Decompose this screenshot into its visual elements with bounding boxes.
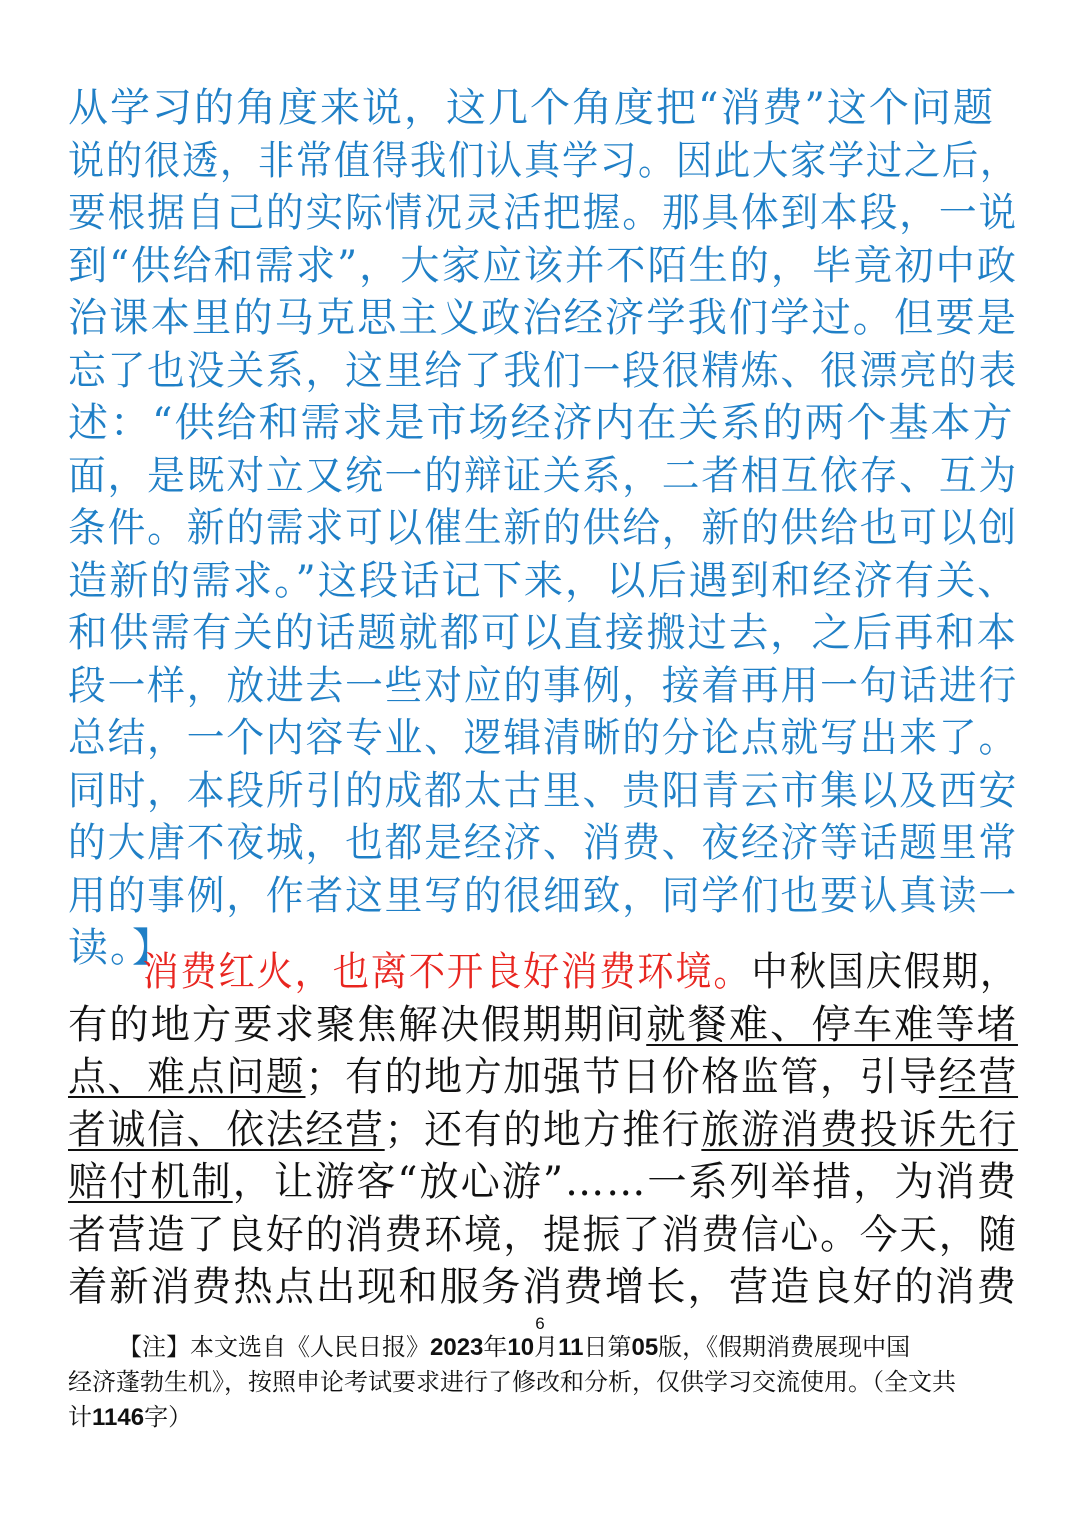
- footnote-number: 1146: [92, 1404, 145, 1431]
- commentary-line: 面，是既对立又统一的辩证关系，二者相互依存、互为: [68, 452, 1019, 499]
- article-text: 中秋国庆假期，: [751, 949, 1019, 995]
- article-line: [68, 1156, 1018, 1209]
- underlined-text: 旅游消费投诉先行: [701, 1106, 1019, 1153]
- underlined-text: 点、难点问题: [68, 1054, 306, 1100]
- footnote-text: 计: [68, 1403, 92, 1431]
- commentary-line: 造新的需求。”这段话记下来，以后遇到和经济有关、: [68, 557, 1019, 604]
- footnote: [68, 1330, 1018, 1435]
- footnote-line: 经济蓬勃生机》，按照申论考试要求进行了修改和分析，仅供学习交流使用。（全文共: [68, 1368, 956, 1396]
- commentary-line: 读。】: [68, 925, 174, 971]
- commentary-line: 述：“供给和需求是市场经济内在关系的两个基本方: [68, 400, 1015, 446]
- footnote-text: 版，《假期消费展现中国: [658, 1333, 911, 1361]
- commentary-line: 同时，本段所引的成都太古里、贵阳青云市集以及西安: [68, 767, 1019, 814]
- article-line: 着新消费热点出现和服务消费增长，营造良好的消费: [68, 1264, 1018, 1310]
- article-text: ，让游客“放心游”……一系列举措，为消费: [232, 1159, 1018, 1205]
- footnote-text: 年: [483, 1333, 508, 1361]
- footnote-text: 月: [534, 1333, 559, 1361]
- topic-sentence: 消费红火，也离不开良好消费环境。: [142, 949, 752, 995]
- footnote-line: [68, 1400, 1018, 1435]
- footnote-line: [68, 1330, 1018, 1365]
- commentary-line: 的大唐不夜城，也都是经济、消费、夜经济等话题里常: [68, 820, 1019, 866]
- article-paragraph: [68, 946, 1018, 1314]
- commentary-line: 从学习的角度来说，这几个角度把“消费”这个问题: [68, 85, 995, 131]
- article-line: [68, 1051, 1019, 1104]
- commentary-line: 用的事例，作者这里写的很细致，同学们也要认真读一: [68, 872, 1019, 919]
- commentary-line: 段一样，放进去一些对应的事例，接着再用一句话进行: [68, 662, 1019, 709]
- footnote-text: 日第: [583, 1333, 632, 1361]
- underlined-text: 经营: [938, 1054, 1019, 1100]
- article-text: ；还有的地方推行: [384, 1106, 702, 1153]
- commentary-line: 总结，一个内容专业、逻辑清晰的分论点就写出来了。: [68, 715, 1019, 761]
- commentary-line: 条件。新的需求可以催生新的供给，新的供给也可以创: [68, 505, 1019, 551]
- article-line: 者营造了良好的消费环境，提振了消费信心。今天，随: [68, 1211, 1019, 1258]
- footnote-text: 【注】本文选自《人民日报》: [118, 1333, 430, 1361]
- footnote-number: 05: [631, 1334, 659, 1361]
- commentary-paragraph: [68, 82, 1018, 975]
- commentary-line: 治课本里的马克思主义政治经济学我们学过。但要是: [68, 295, 1018, 341]
- footnote-text: 字）: [144, 1403, 193, 1431]
- commentary-line: 到“供给和需求”，大家应该并不陌生的，毕竟初中政: [68, 242, 1018, 289]
- underlined-text: 就餐难、停车难等堵: [646, 1001, 1018, 1048]
- footnote-number: 2023: [430, 1334, 484, 1361]
- page-number: 6: [535, 1314, 545, 1333]
- article-text: ；有的地方加强节日价格监管，引导: [305, 1054, 939, 1100]
- commentary-line: 忘了也没关系，这里给了我们一段很精炼、很漂亮的表: [68, 347, 1019, 394]
- underlined-text: 赔付机制: [68, 1159, 233, 1205]
- footnote-number: 10: [507, 1334, 535, 1361]
- footnote-number: 11: [558, 1334, 584, 1361]
- commentary-line: 要根据自己的实际情况灵活把握。那具体到本段，一说: [68, 190, 1019, 236]
- article-text: 有的地方要求聚焦解决假期期间: [68, 1001, 647, 1048]
- article-line: [68, 946, 1019, 999]
- underlined-text: 者诚信、依法经营: [68, 1106, 385, 1153]
- commentary-line: 和供需有关的话题就都可以直接搬过去，之后再和本: [68, 610, 1018, 656]
- article-line: [68, 1104, 1019, 1157]
- commentary-line: 说的很透，非常值得我们认真学习。因此大家学过之后，: [68, 137, 1019, 184]
- article-line: [68, 999, 1018, 1052]
